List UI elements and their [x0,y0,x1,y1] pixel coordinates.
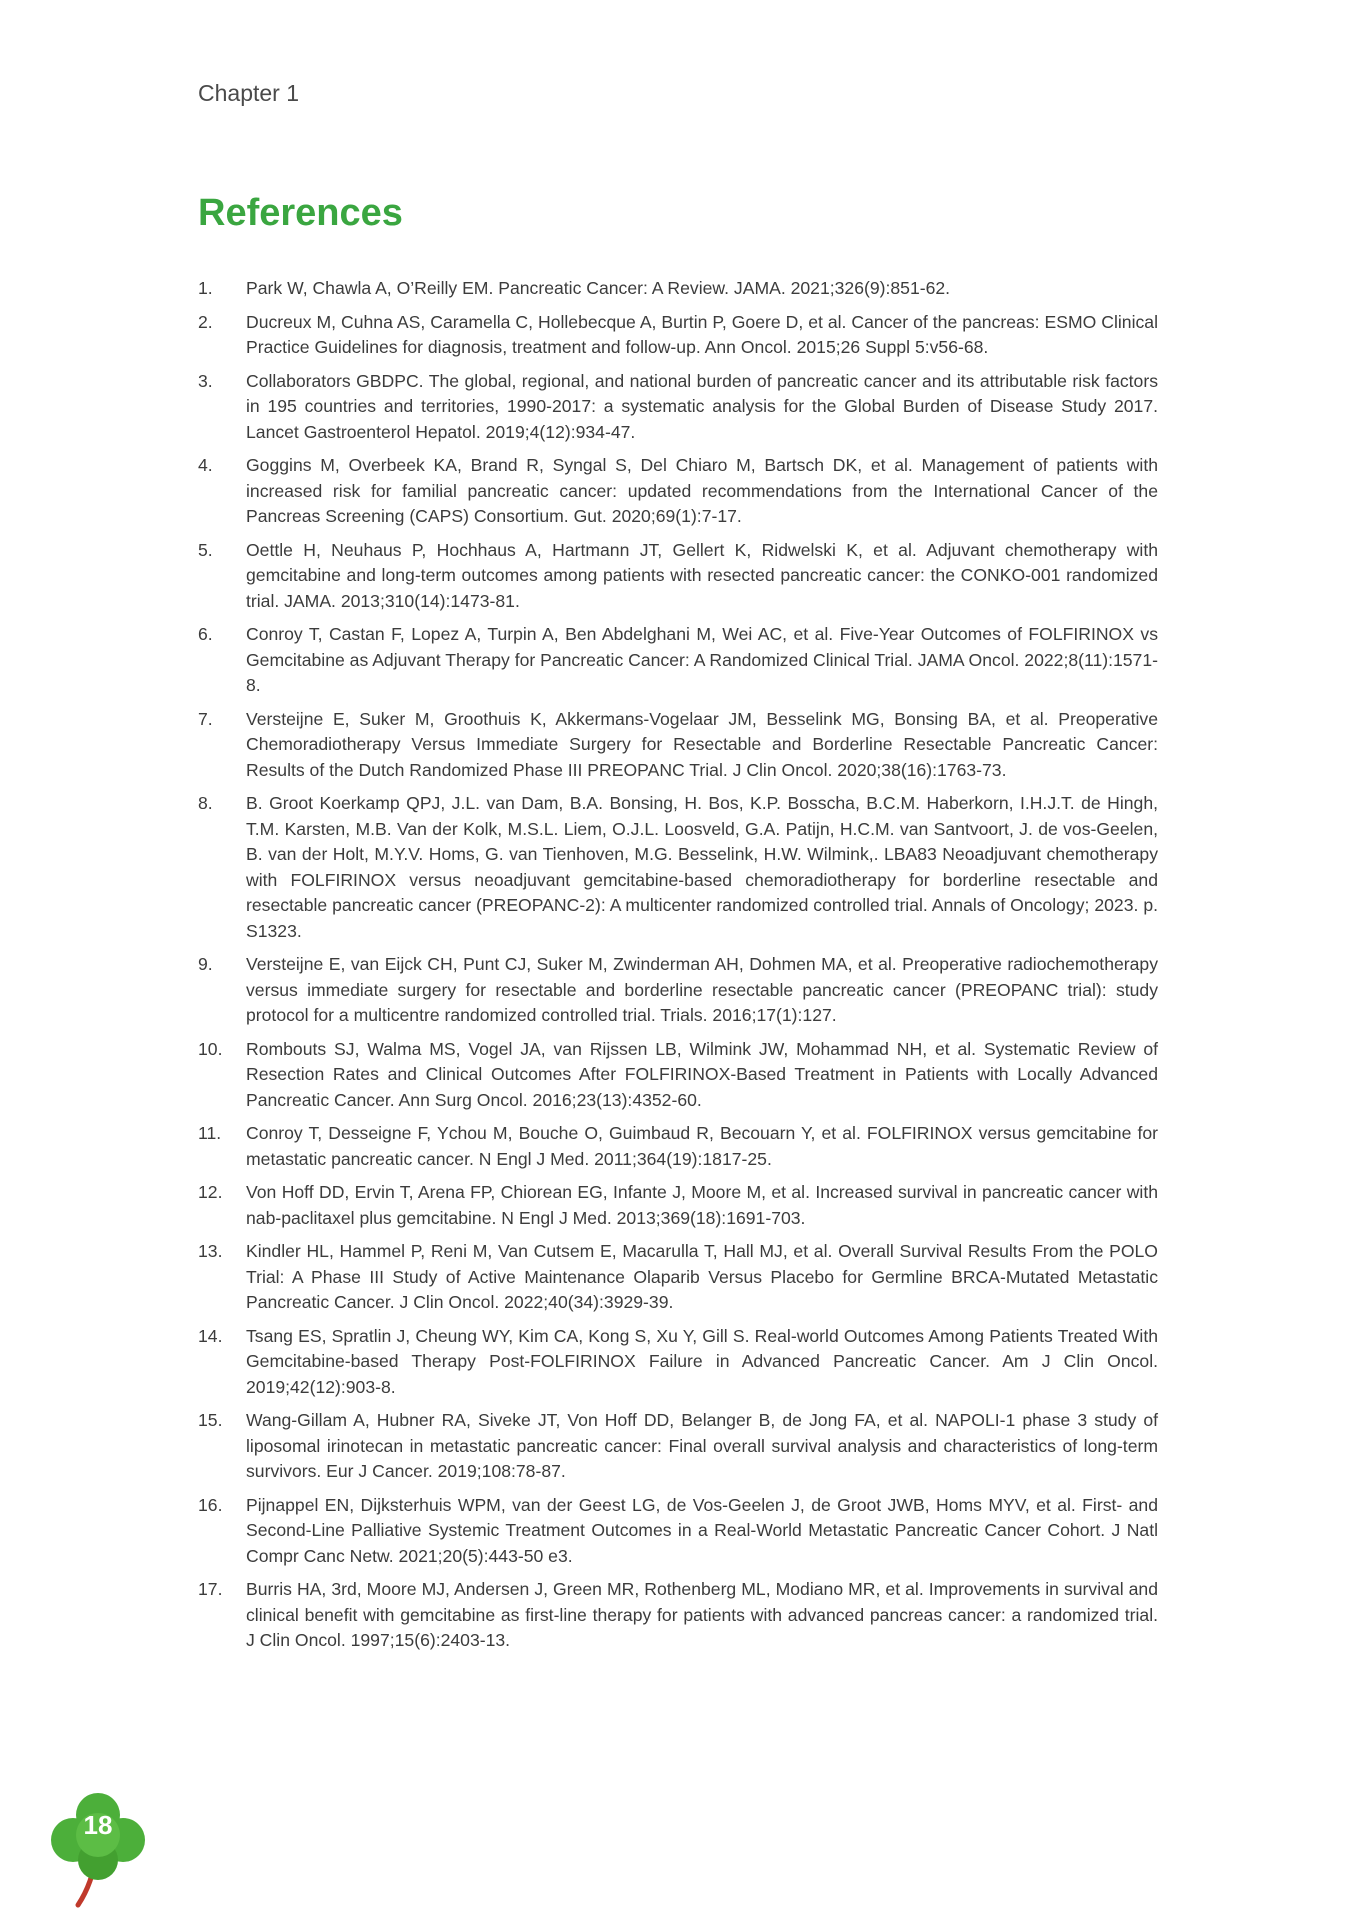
reference-number: 14. [198,1325,223,1346]
reference-text: Von Hoff DD, Ervin T, Arena FP, Chiorean EG, Infante J, Moore M, et al. Increased survival in pancreatic cancer with nab-paclitaxel plus gemcitabine. N Engl J Med. 2013;369(18):1691-703. [246,1182,1158,1228]
reference-text: Conroy T, Castan F, Lopez A, Turpin A, Ben Abdelghani M, Wei AC, et al. Five-Year Outcomes of FOLFIRINOX vs Gemcitabine as Adjuvant Therapy for Pancreatic Cancer: A Randomized Clinical Trial. JAMA Oncol. 2022;8(11):1571-8. [246,624,1158,695]
reference-item [198,1037,1158,1114]
reference-item [198,1121,1158,1172]
section-title: References [198,192,403,234]
reference-text: Burris HA, 3rd, Moore MJ, Andersen J, Green MR, Rothenberg ML, Modiano MR, et al. Improvements in survival and clinical benefit with gemcitabine as first-line therapy for patients with advanced pancreas cancer: a randomized trial. J Clin Oncol. 1997;15(6):2403-13. [246,1579,1158,1650]
reference-number: 6. [198,624,213,644]
reference-item [198,369,1158,446]
reference-item [198,1493,1158,1570]
reference-item [198,622,1158,699]
reference-number: 11. [198,1123,222,1143]
reference-item [198,453,1158,530]
reference-text: Conroy T, Desseigne F, Ychou M, Bouche O, Guimbaud R, Becouarn Y, et al. FOLFIRINOX versus gemcitabine for metastatic pancreatic cancer. N Engl J Med. 2011;364(19):1817-25. [246,1123,1158,1169]
reference-text: Tsang ES, Spratlin J, Cheung WY, Kim CA, Kong S, Xu Y, Gill S. Real-world Outcomes Among Patients Treated With Gemcitabine-based Therapy Post-FOLFIRINOX Failure in Advanced Pancreatic Cancer. Am J Clin Oncol. 2019;42(12):903-8. [246,1325,1158,1397]
reference-text: Versteijne E, Suker M, Groothuis K, Akkermans-Vogelaar JM, Besselink MG, Bonsing BA, et al. Preoperative Chemoradiotherapy Versus Immediate Surgery for Resectable and Borderline Resectable Pancreatic Cancer: Results of the Dutch Randomized Phase III PREOPANC Trial. J Clin Oncol. 2020;38(16):1763-73. [246,708,1158,780]
reference-item [198,1408,1158,1485]
reference-number: 16. [198,1494,223,1515]
reference-text: Pijnappel EN, Dijksterhuis WPM, van der Geest LG, de Vos-Geelen J, de Groot JWB, Homs MYV, et al. First- and Second-Line Palliative Systemic Treatment Outcomes in a Real-World Metastatic Pancreatic Cancer Cohort. J Natl Compr Canc Netw. 2021;20(5):443-50 e3. [246,1494,1158,1566]
reference-item [198,952,1158,1029]
reference-text: Kindler HL, Hammel P, Reni M, Van Cutsem E, Macarulla T, Hall MJ, et al. Overall Survival Results From the POLO Trial: A Phase III Study of Active Maintenance Olaparib Versus Placebo for Germline BRCA-Mutated Metastatic Pancreatic Cancer. J Clin Oncol. 2022;40(34):3929-39. [246,1241,1158,1312]
reference-number: 7. [198,708,213,729]
reference-item [198,1239,1158,1316]
reference-number: 13. [198,1241,223,1261]
reference-item [198,1324,1158,1401]
reference-item [198,1577,1158,1654]
reference-item [198,310,1158,361]
reference-number: 9. [198,954,213,974]
reference-text: Goggins M, Overbeek KA, Brand R, Syngal S, Del Chiaro M, Bartsch DK, et al. Management of patients with increased risk for familial pancreatic cancer: updated recommendations from the International Cancer of the Pancreas Screening (CAPS) Consortium. Gut. 2020;69(1):7-17. [246,455,1158,526]
running-head: Chapter 1 [198,80,300,106]
reference-text: Versteijne E, van Eijck CH, Punt CJ, Suker M, Zwinderman AH, Dohmen MA, et al. Preoperative radiochemotherapy versus immediate surgery for resectable and borderline resectable pancreatic cancer (PREOPANC trial): study protocol for a multicentre randomized controlled trial. Trials. 2016;17(1):127. [246,954,1158,1025]
page-badge [48,1790,148,1910]
reference-number: 12. [198,1182,223,1202]
reference-number: 15. [198,1410,223,1430]
reference-number: 2. [198,311,213,332]
reference-number: 3. [198,370,213,391]
reference-text: Wang-Gillam A, Hubner RA, Siveke JT, Von Hoff DD, Belanger B, de Jong FA, et al. NAPOLI-1 phase 3 study of liposomal irinotecan in metastatic pancreatic cancer: Final overall survival analysis and characteristics of long-term survivors. Eur J Cancer. 2019;108:78-87. [246,1410,1158,1481]
reference-number: 1. [198,278,213,298]
reference-text: Oettle H, Neuhaus P, Hochhaus A, Hartmann JT, Gellert K, Ridwelski K, et al. Adjuvant chemotherapy with gemcitabine and long-term outcomes among patients with resected pancreatic cancer: the CONKO-001 randomized trial. JAMA. 2013;310(14):1473-81. [246,539,1158,611]
clover-icon [48,1790,148,1910]
reference-number: 8. [198,793,213,813]
reference-text: B. Groot Koerkamp QPJ, J.L. van Dam, B.A. Bonsing, H. Bos, K.P. Bosscha, B.C.M. Haberkorn, I.H.J.T. de Hingh, T.M. Karsten, M.B. Van der Kolk, M.S.L. Liem, O.J.L. Loosveld, G.A. Patijn, H.C.M. van Santvoort, J. de vos-Geelen, B. van der Holt, M.Y.V. Homs, G. van Tienhoven, M.G. Besselink, H.W. Wilmink,. LBA83 Neoadjuvant chemotherapy with FOLFIRINOX versus neoadjuvant gemcitabine-based chemoradiotherapy for borderline resectable and resectable pancreatic cancer (PREOPANC-2): A multicenter randomized controlled trial. Annals of Oncology; 2023. p. S1323. [246,793,1158,941]
reference-item [198,1180,1158,1231]
reference-text: Collaborators GBDPC. The global, regional, and national burden of pancreatic cancer and its attributable risk factors in 195 countries and territories, 1990-2017: a systematic analysis for the Global Burden of Disease Study 2017. Lancet Gastroenterol Hepatol. 2019;4(12):934-47. [246,370,1158,442]
reference-text: Rombouts SJ, Walma MS, Vogel JA, van Rijssen LB, Wilmink JW, Mohammad NH, et al. Systematic Review of Resection Rates and Clinical Outcomes After FOLFIRINOX-Based Treatment in Patients with Locally Advanced Pancreatic Cancer. Ann Surg Oncol. 2016;23(13):4352-60. [246,1038,1158,1110]
reference-text: Ducreux M, Cuhna AS, Caramella C, Hollebecque A, Burtin P, Goere D, et al. Cancer of the pancreas: ESMO Clinical Practice Guidelines for diagnosis, treatment and follow-up. Ann Oncol. 2015;26 Suppl 5:v56-68. [246,311,1158,357]
reference-number: 17. [198,1579,223,1599]
reference-text: Park W, Chawla A, O’Reilly EM. Pancreatic Cancer: A Review. JAMA. 2021;326(9):851-62. [246,278,951,298]
page-number: 18 [83,1810,113,1840]
reference-item [198,538,1158,615]
reference-list [198,276,1158,1662]
reference-item [198,707,1158,784]
reference-item [198,791,1158,944]
reference-item [198,276,1158,302]
reference-number: 5. [198,539,213,560]
reference-number: 10. [198,1038,223,1059]
reference-number: 4. [198,455,213,475]
